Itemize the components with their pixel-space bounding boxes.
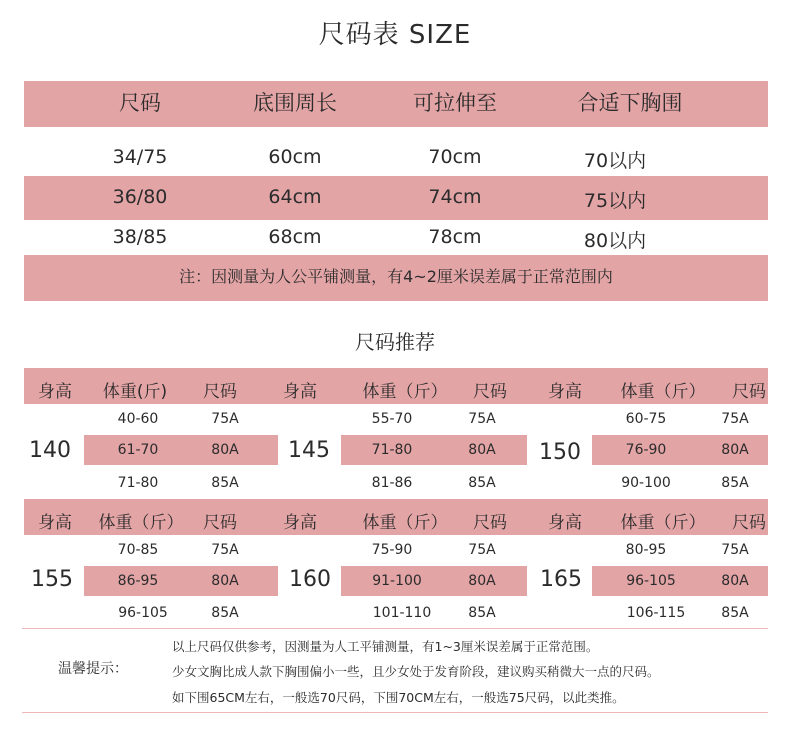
tips-line: 少女文胸比成人款下胸围偏小一些，且少女处于发育阶段，建议购买稍微大一点的尺码。 [172,664,660,679]
size-table-header-size: 尺码 [119,91,161,115]
recommend-header-size: 尺码 [203,382,237,402]
recommend-header-weight: 体重(斤) [102,382,168,402]
recommend-height-value: 155 [31,567,73,592]
recommend-header-height: 身高 [38,513,72,533]
recommend-weight: 80-95 [625,542,667,558]
recommend-weight: 96-105 [118,605,168,621]
recommend-header-size: 尺码 [732,382,766,402]
tips-bottom-divider [22,712,768,713]
recommend-weight: 81-86 [371,475,413,491]
recommend-title: 尺码推荐 [355,330,435,354]
recommend-weight: 106-115 [626,605,686,621]
recommend-size: 80A [211,573,239,589]
recommend-weight: 71-80 [371,442,413,458]
recommend-weight: 61-70 [117,442,159,458]
size-table-cell: 78cm [428,226,482,248]
recommend-header-height: 身高 [283,382,317,402]
recommend-header-size: 尺码 [732,513,766,533]
size-table-cell: 70cm [428,146,482,168]
size-table-header-band-length: 底围周长 [253,91,337,115]
recommend-size: 75A [721,542,749,558]
recommend-size: 85A [721,475,749,491]
size-table-cell: 38/85 [112,226,168,248]
recommend-weight: 40-60 [117,411,159,427]
size-table-cell: 74cm [428,186,482,208]
recommend-height-value: 145 [288,438,330,463]
tips-top-divider [22,628,768,629]
recommend-weight: 76-90 [625,442,667,458]
size-table-cell: 80以内 [583,230,647,252]
recommend-size: 75A [211,411,239,427]
recommend-size: 85A [468,475,496,491]
recommend-header-height: 身高 [548,513,582,533]
recommend-height-value: 140 [29,438,71,463]
size-table-cell: 64cm [268,186,322,208]
size-table-header-underbust: 合适下胸围 [577,91,683,115]
recommend-size: 75A [211,542,239,558]
recommend-size: 75A [721,411,749,427]
size-table-cell: 75以内 [583,190,647,212]
recommend-header-size: 尺码 [473,382,507,402]
recommend-size: 85A [211,605,239,621]
recommend-header-weight: 体重（斤） [362,513,448,533]
recommend-size: 80A [468,442,496,458]
recommend-weight: 86-95 [117,573,159,589]
recommend-weight: 75-90 [371,542,413,558]
recommend-weight: 70-85 [117,542,159,558]
recommend-size: 85A [211,475,239,491]
recommend-header-weight: 体重（斤） [98,513,184,533]
tips-line: 以上尺码仅供参考，因测量为人工平铺测量，有1~3厘米误差属于正常范围。 [172,639,599,654]
recommend-header-size: 尺码 [473,513,507,533]
size-table-cell: 60cm [268,146,322,168]
recommend-weight: 96-105 [626,573,676,589]
recommend-weight: 101-110 [372,605,432,621]
recommend-weight: 90-100 [621,475,671,491]
tips-line: 如下围65CM左右，一般选70尺码，下围70CM左右，一般选75尺码，以此类推。 [172,690,625,705]
size-table-cell: 70以内 [583,150,647,172]
recommend-header-height: 身高 [548,382,582,402]
recommend-weight: 55-70 [371,411,413,427]
recommend-size: 80A [721,442,749,458]
recommend-header-size: 尺码 [203,513,237,533]
recommend-size: 75A [468,411,496,427]
tips-label: 温馨提示： [58,661,128,677]
recommend-size: 80A [211,442,239,458]
size-table-cell: 36/80 [112,186,168,208]
size-table-note: 注：因测量为人公平铺测量，有4~2厘米误差属于正常范围内 [179,267,613,286]
size-table-header-stretch: 可拉伸至 [413,91,497,115]
recommend-size: 85A [468,605,496,621]
recommend-header-weight: 体重（斤） [620,382,706,402]
recommend-height-value: 160 [289,567,331,592]
recommend-weight: 91-100 [372,573,422,589]
recommend-weight: 60-75 [625,411,667,427]
recommend-height-value: 165 [540,567,582,592]
recommend-weight: 71-80 [117,475,159,491]
recommend-header-height: 身高 [38,382,72,402]
size-table-cell: 68cm [268,226,322,248]
recommend-size: 75A [468,542,496,558]
recommend-size: 85A [721,605,749,621]
recommend-header-height: 身高 [283,513,317,533]
recommend-header-weight: 体重（斤） [362,382,448,402]
page-title: 尺码表 SIZE [318,20,472,50]
recommend-size: 80A [721,573,749,589]
recommend-height-value: 150 [539,440,581,465]
recommend-header-weight: 体重（斤） [620,513,706,533]
size-table-cell: 34/75 [112,146,168,168]
recommend-size: 80A [468,573,496,589]
